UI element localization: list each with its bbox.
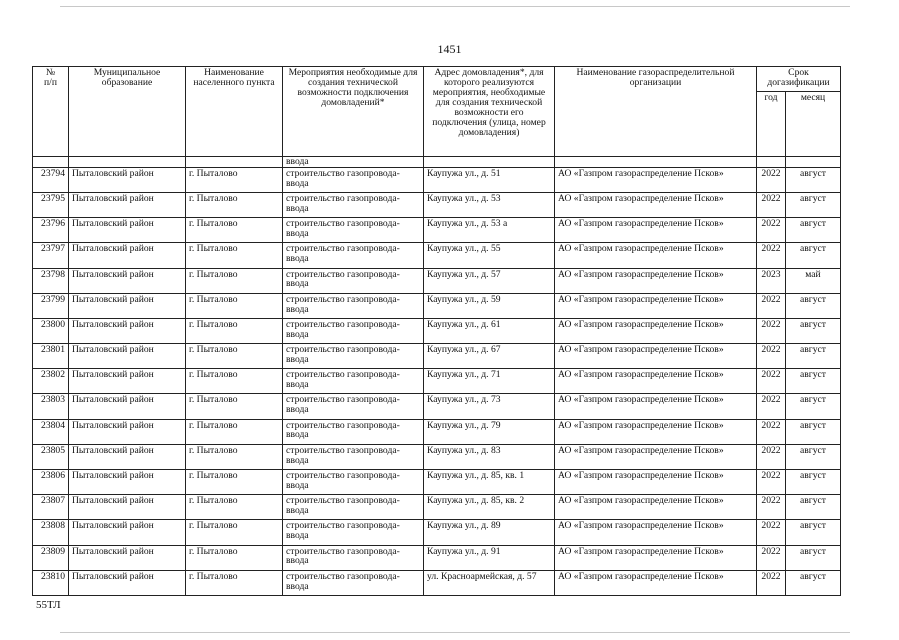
row-settlement: г. Пыталово — [186, 470, 283, 495]
row-month: август — [786, 570, 841, 595]
row-year: 2022 — [757, 192, 786, 217]
row-number: 23795 — [33, 192, 69, 217]
row-year: 2022 — [757, 495, 786, 520]
row-number: 23805 — [33, 444, 69, 469]
row-organization: АО «Газпром газораспределение Псков» — [555, 520, 757, 545]
row-municipality: Пыталовский район — [69, 344, 186, 369]
row-organization: АО «Газпром газораспределение Псков» — [555, 444, 757, 469]
row-year: 2022 — [757, 243, 786, 268]
row-month: август — [786, 470, 841, 495]
row-year: 2022 — [757, 167, 786, 192]
row-organization: АО «Газпром газораспределение Псков» — [555, 344, 757, 369]
row-measures: строительство газопровода-ввода — [283, 570, 424, 595]
row-organization: АО «Газпром газораспределение Псков» — [555, 495, 757, 520]
row-year: 2022 — [757, 293, 786, 318]
header-month: месяц — [786, 92, 841, 157]
row-settlement: г. Пыталово — [186, 419, 283, 444]
row-measures: строительство газопровода-ввода — [283, 495, 424, 520]
table-row — [33, 419, 841, 444]
row-measures: строительство газопровода-ввода — [283, 218, 424, 243]
row-month: август — [786, 344, 841, 369]
table-row — [33, 192, 841, 217]
row-month: август — [786, 293, 841, 318]
continuation-cell — [186, 157, 283, 168]
row-month: август — [786, 192, 841, 217]
table-row — [33, 394, 841, 419]
continuation-cell — [555, 157, 757, 168]
row-number: 23808 — [33, 520, 69, 545]
row-number: 23804 — [33, 419, 69, 444]
row-organization: АО «Газпром газораспределение Псков» — [555, 268, 757, 293]
row-settlement: г. Пыталово — [186, 394, 283, 419]
row-address: Каупужа ул., д. 89 — [424, 520, 555, 545]
row-month: август — [786, 520, 841, 545]
row-municipality: Пыталовский район — [69, 570, 186, 595]
row-month: август — [786, 419, 841, 444]
scan-artifact-bottom — [60, 632, 850, 633]
table-row — [33, 570, 841, 595]
table-row — [33, 243, 841, 268]
table-body — [33, 157, 841, 596]
row-measures: строительство газопровода-ввода — [283, 394, 424, 419]
row-month: август — [786, 218, 841, 243]
continuation-row — [33, 157, 841, 168]
row-measures: строительство газопровода-ввода — [283, 167, 424, 192]
row-settlement: г. Пыталово — [186, 570, 283, 595]
row-municipality: Пыталовский район — [69, 293, 186, 318]
row-municipality: Пыталовский район — [69, 167, 186, 192]
row-measures: строительство газопровода-ввода — [283, 243, 424, 268]
row-organization: АО «Газпром газораспределение Псков» — [555, 192, 757, 217]
row-measures: строительство газопровода-ввода — [283, 318, 424, 343]
row-address: Каупужа ул., д. 79 — [424, 419, 555, 444]
row-month: август — [786, 243, 841, 268]
row-measures: строительство газопровода-ввода — [283, 192, 424, 217]
row-month: август — [786, 495, 841, 520]
row-year: 2022 — [757, 419, 786, 444]
row-address: Каупужа ул., д. 55 — [424, 243, 555, 268]
row-municipality: Пыталовский район — [69, 520, 186, 545]
table-row — [33, 218, 841, 243]
gasification-table — [32, 66, 841, 596]
row-number: 23801 — [33, 344, 69, 369]
row-year: 2022 — [757, 318, 786, 343]
table-row — [33, 268, 841, 293]
scan-artifact-top — [60, 6, 850, 7]
row-settlement: г. Пыталово — [186, 268, 283, 293]
row-municipality: Пыталовский район — [69, 495, 186, 520]
row-month: август — [786, 545, 841, 570]
row-municipality: Пыталовский район — [69, 369, 186, 394]
header-municipality: Муниципальное образование — [69, 67, 186, 157]
row-year: 2022 — [757, 545, 786, 570]
row-measures: строительство газопровода-ввода — [283, 293, 424, 318]
row-organization: АО «Газпром газораспределение Псков» — [555, 318, 757, 343]
continuation-measures: ввода — [283, 157, 424, 168]
row-year: 2022 — [757, 570, 786, 595]
row-address: Каупужа ул., д. 59 — [424, 293, 555, 318]
row-settlement: г. Пыталово — [186, 495, 283, 520]
row-municipality: Пыталовский район — [69, 218, 186, 243]
row-organization: АО «Газпром газораспределение Псков» — [555, 470, 757, 495]
continuation-cell — [424, 157, 555, 168]
row-settlement: г. Пыталово — [186, 344, 283, 369]
row-municipality: Пыталовский район — [69, 318, 186, 343]
row-address: Каупужа ул., д. 53 а — [424, 218, 555, 243]
row-address: Каупужа ул., д. 57 — [424, 268, 555, 293]
row-municipality: Пыталовский район — [69, 268, 186, 293]
row-measures: строительство газопровода-ввода — [283, 268, 424, 293]
continuation-cell — [757, 157, 786, 168]
row-number: 23799 — [33, 293, 69, 318]
row-municipality: Пыталовский район — [69, 243, 186, 268]
row-settlement: г. Пыталово — [186, 444, 283, 469]
continuation-cell — [786, 157, 841, 168]
row-number: 23806 — [33, 470, 69, 495]
row-number: 23810 — [33, 570, 69, 595]
table-row — [33, 293, 841, 318]
table-row — [33, 344, 841, 369]
row-settlement: г. Пыталово — [186, 369, 283, 394]
row-address: Каупужа ул., д. 71 — [424, 369, 555, 394]
row-month: август — [786, 318, 841, 343]
row-settlement: г. Пыталово — [186, 192, 283, 217]
row-measures: строительство газопровода-ввода — [283, 419, 424, 444]
row-measures: строительство газопровода-ввода — [283, 444, 424, 469]
table-row — [33, 369, 841, 394]
row-number: 23809 — [33, 545, 69, 570]
row-year: 2022 — [757, 470, 786, 495]
table-row — [33, 545, 841, 570]
row-year: 2022 — [757, 394, 786, 419]
row-settlement: г. Пыталово — [186, 167, 283, 192]
table-row — [33, 167, 841, 192]
header-row — [33, 67, 841, 92]
row-organization: АО «Газпром газораспределение Псков» — [555, 243, 757, 268]
row-settlement: г. Пыталово — [186, 318, 283, 343]
row-municipality: Пыталовский район — [69, 545, 186, 570]
row-organization: АО «Газпром газораспределение Псков» — [555, 545, 757, 570]
row-municipality: Пыталовский район — [69, 444, 186, 469]
row-month: август — [786, 369, 841, 394]
row-settlement: г. Пыталово — [186, 243, 283, 268]
row-organization: АО «Газпром газораспределение Псков» — [555, 419, 757, 444]
row-measures: строительство газопровода-ввода — [283, 545, 424, 570]
continuation-cell — [69, 157, 186, 168]
row-month: август — [786, 394, 841, 419]
row-organization: АО «Газпром газораспределение Псков» — [555, 293, 757, 318]
row-measures: строительство газопровода-ввода — [283, 344, 424, 369]
header-measures: Мероприятия необходимые для создания технической возможности подключения домовладений* — [283, 67, 424, 157]
row-address: Каупужа ул., д. 53 — [424, 192, 555, 217]
row-organization: АО «Газпром газораспределение Псков» — [555, 570, 757, 595]
row-year: 2022 — [757, 218, 786, 243]
row-municipality: Пыталовский район — [69, 470, 186, 495]
row-municipality: Пыталовский район — [69, 394, 186, 419]
row-month: май — [786, 268, 841, 293]
row-year: 2022 — [757, 344, 786, 369]
row-number: 23803 — [33, 394, 69, 419]
row-municipality: Пыталовский район — [69, 419, 186, 444]
table-row — [33, 318, 841, 343]
row-organization: АО «Газпром газораспределение Псков» — [555, 369, 757, 394]
row-year: 2022 — [757, 444, 786, 469]
continuation-cell — [33, 157, 69, 168]
row-number: 23807 — [33, 495, 69, 520]
row-address: Каупужа ул., д. 73 — [424, 394, 555, 419]
table-row — [33, 495, 841, 520]
row-measures: строительство газопровода-ввода — [283, 369, 424, 394]
row-settlement: г. Пыталово — [186, 218, 283, 243]
row-address: Каупужа ул., д. 85, кв. 1 — [424, 470, 555, 495]
table-row — [33, 520, 841, 545]
row-settlement: г. Пыталово — [186, 293, 283, 318]
row-organization: АО «Газпром газораспределение Псков» — [555, 218, 757, 243]
row-address: Каупужа ул., д. 67 — [424, 344, 555, 369]
table-row — [33, 444, 841, 469]
row-settlement: г. Пыталово — [186, 545, 283, 570]
row-month: август — [786, 167, 841, 192]
row-number: 23802 — [33, 369, 69, 394]
header-address: Адрес домовладения*, для которого реализуются мероприятия, необходимые для создания технической возможности его подключения (улица, номер домовладения) — [424, 67, 555, 157]
row-year: 2022 — [757, 520, 786, 545]
row-municipality: Пыталовский район — [69, 192, 186, 217]
row-organization: АО «Газпром газораспределение Псков» — [555, 394, 757, 419]
row-address: Каупужа ул., д. 91 — [424, 545, 555, 570]
header-deadline: Срок догазификации — [757, 67, 841, 92]
row-measures: строительство газопровода-ввода — [283, 470, 424, 495]
sheet-code: 55ТЛ — [36, 599, 61, 611]
header-year: год — [757, 92, 786, 157]
row-measures: строительство газопровода-ввода — [283, 520, 424, 545]
row-number: 23797 — [33, 243, 69, 268]
table-row — [33, 470, 841, 495]
row-number: 23798 — [33, 268, 69, 293]
row-settlement: г. Пыталово — [186, 520, 283, 545]
row-number: 23800 — [33, 318, 69, 343]
row-year: 2023 — [757, 268, 786, 293]
header-organization: Наименование газораспределительной организации — [555, 67, 757, 157]
row-address: Каупужа ул., д. 61 — [424, 318, 555, 343]
page-number: 1451 — [437, 42, 462, 56]
row-address: ул. Красноармейская, д. 57 — [424, 570, 555, 595]
header-num: № п/п — [33, 67, 69, 157]
row-month: август — [786, 444, 841, 469]
row-address: Каупужа ул., д. 51 — [424, 167, 555, 192]
row-address: Каупужа ул., д. 83 — [424, 444, 555, 469]
header-settlement: Наименование населенного пункта — [186, 67, 283, 157]
row-organization: АО «Газпром газораспределение Псков» — [555, 167, 757, 192]
row-number: 23794 — [33, 167, 69, 192]
row-address: Каупужа ул., д. 85, кв. 2 — [424, 495, 555, 520]
row-number: 23796 — [33, 218, 69, 243]
row-year: 2022 — [757, 369, 786, 394]
